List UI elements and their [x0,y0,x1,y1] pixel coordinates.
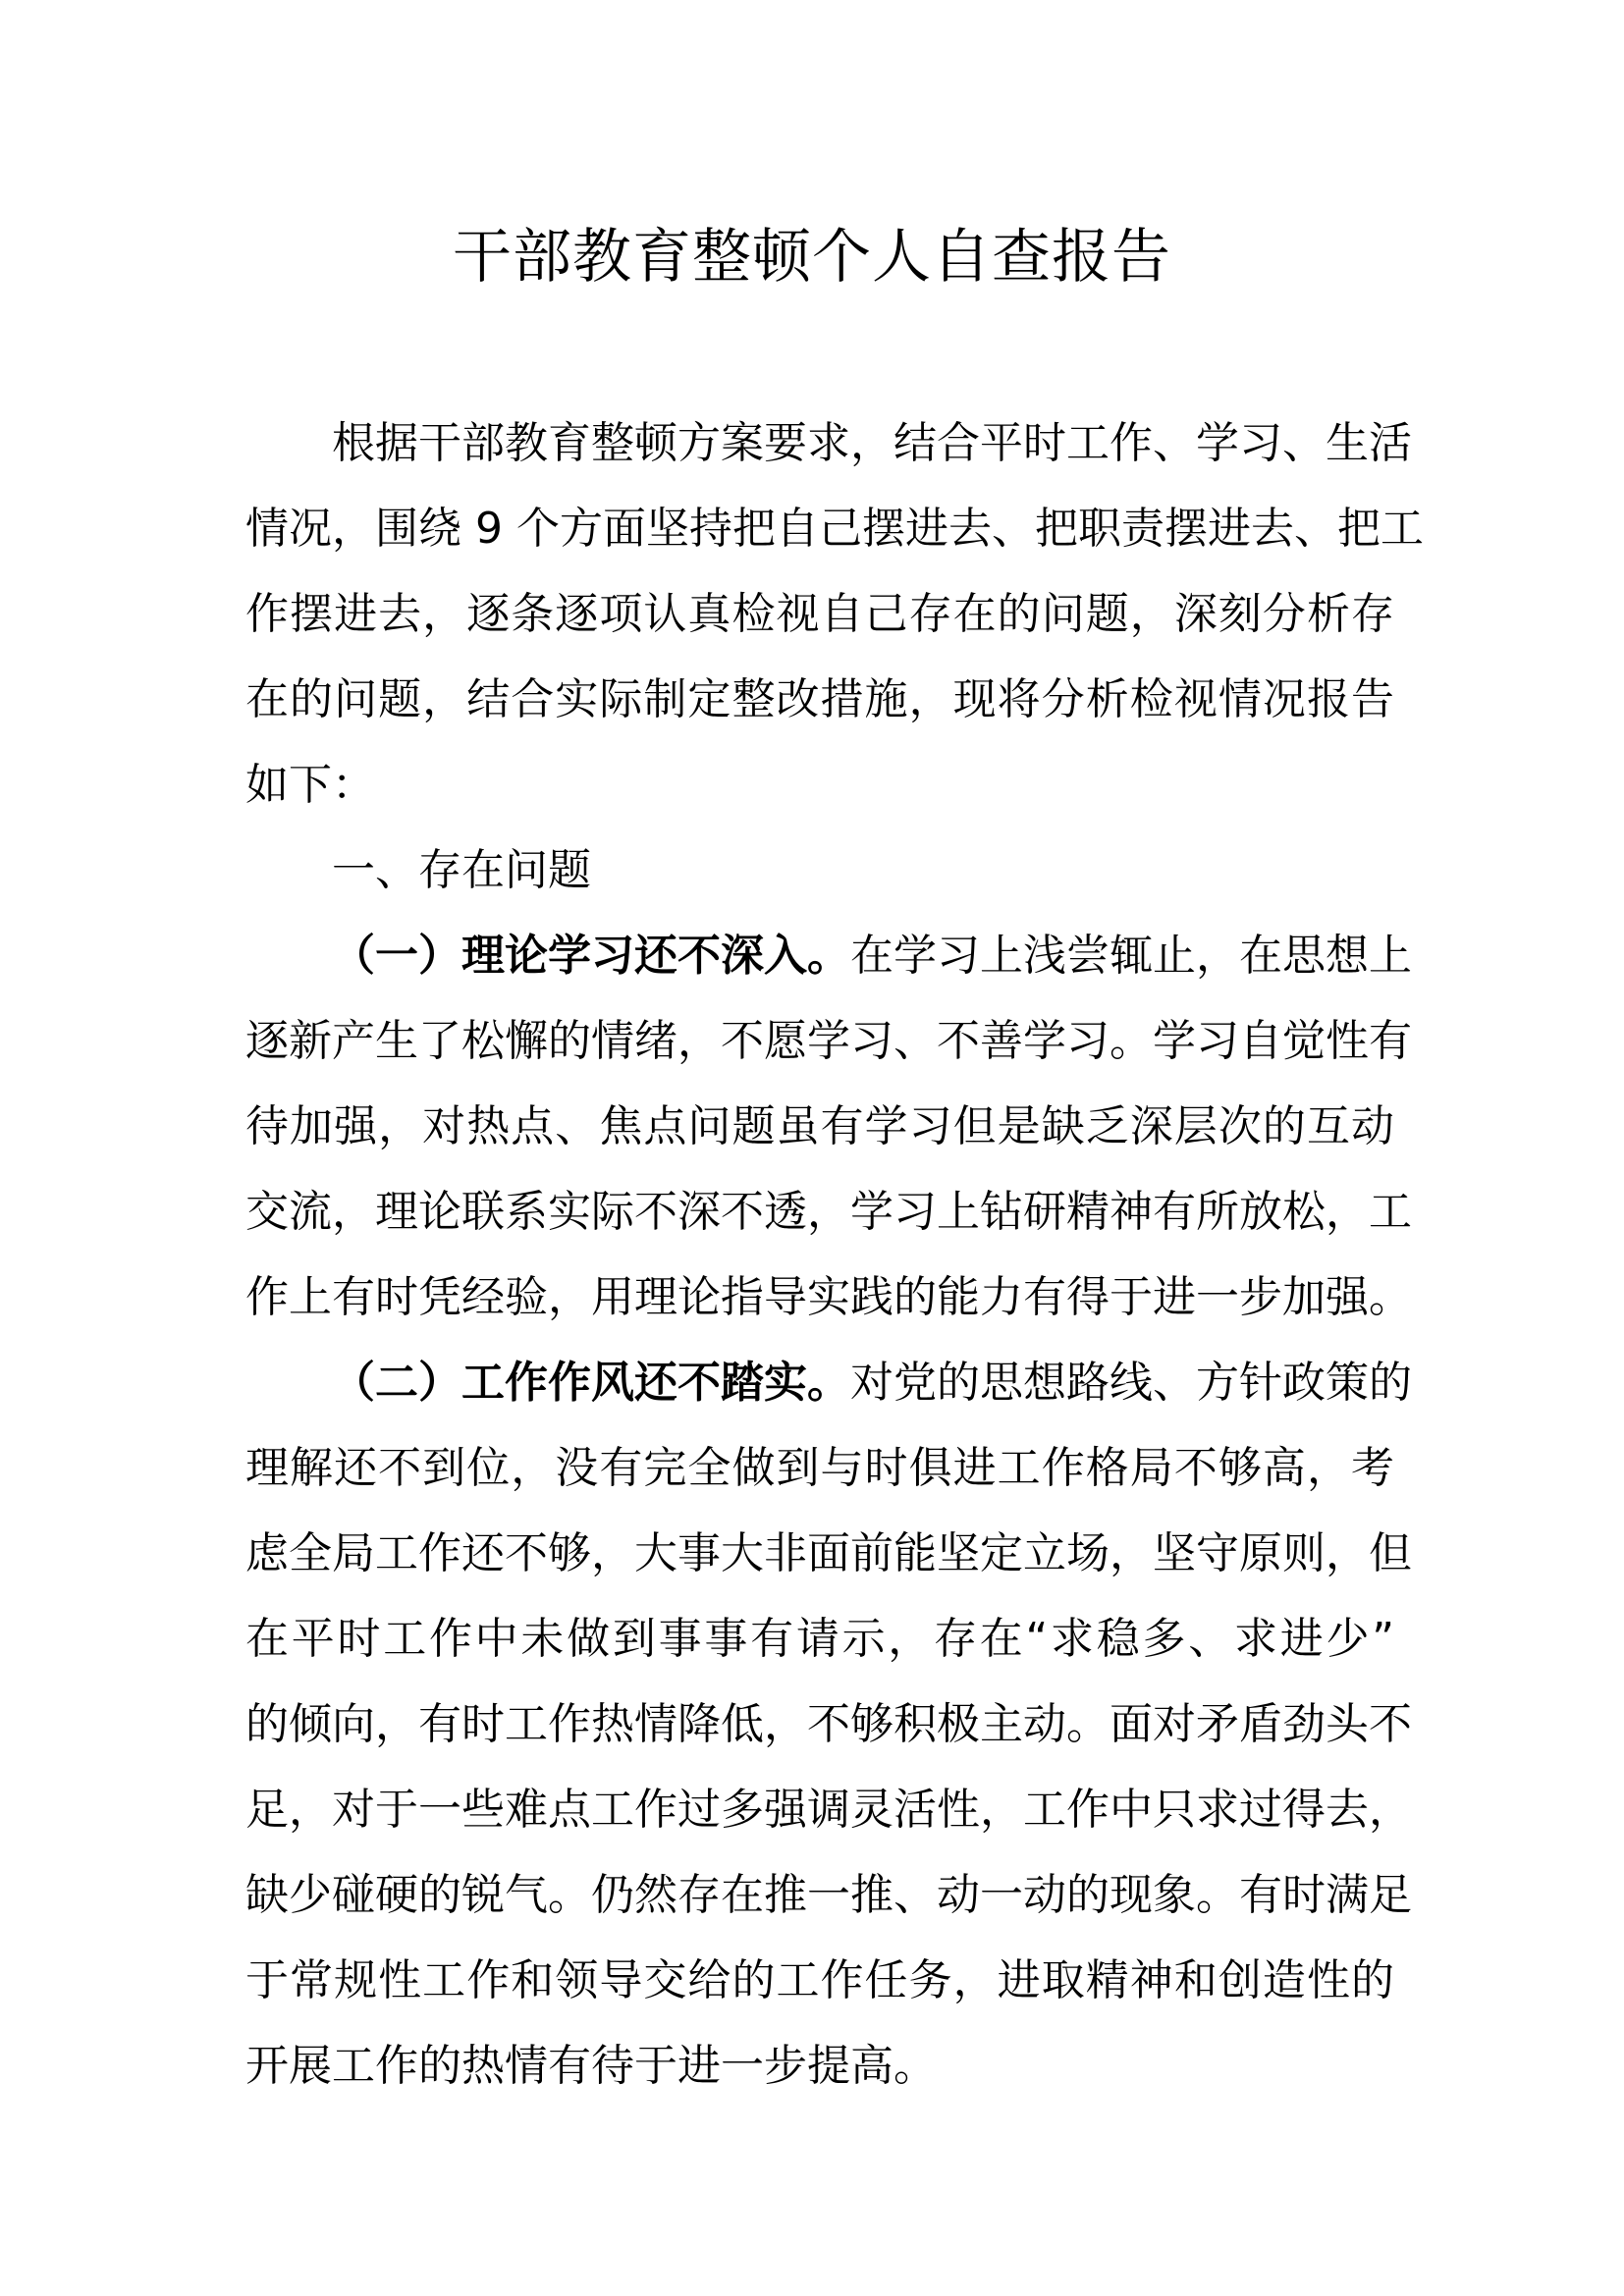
issue-text: 在学习上浅尝辄止，在思想上 [850,931,1412,981]
issue-text: 对党的思想路线、方针政策的 [850,1358,1412,1408]
paragraph-line: 虑全局工作还不够，大事大非面前能坚定立场，坚守原则，但 [245,1528,1412,1578]
paragraph-line: 交流，理论联系实际不深不透，学习上钻研精神有所放松，工 [245,1187,1412,1237]
paragraph-line: 逐新产生了松懈的情绪，不愿学习、不善学习。学习自觉性有 [245,1016,1412,1066]
paragraph-line: 在的问题，结合实际制定整改措施，现将分析检视情况报告 [245,674,1394,724]
paragraph-line: 根据干部教育整顿方案要求，结合平时工作、学习、生活 [332,418,1412,468]
paragraph-line: 缺少碰硬的锐气。仍然存在推一推、动一动的现象。有时满足 [245,1870,1412,1920]
paragraph-line: 开展工作的热情有待于进一步提高。 [245,2041,937,2091]
paragraph-line: 情况，围绕 9 个方面坚持把自己摆进去、把职责摆进去、把工 [245,504,1424,554]
document-body [245,400,1424,2109]
issue-paragraph-1 [245,913,1412,1340]
paragraph-line: 足，对于一些难点工作过多强调灵活性，工作中只求过得去， [245,1785,1412,1835]
issue-title: （二）工作作风还不踏实。 [332,1358,850,1408]
paragraph-line: 作摆进去，逐条逐项认真检视自己存在的问题，深刻分析存 [245,589,1394,639]
paragraph-line: 的倾向，有时工作热情降低，不够积极主动。面对矛盾劲头不 [245,1699,1412,1749]
intro-paragraph [245,400,1424,828]
paragraph-line: 在平时工作中未做到事事有请示，存在“求稳多、求进少” [245,1614,1394,1664]
paragraph-line: 作上有时凭经验，用理论指导实践的能力有得于进一步加强。 [245,1272,1412,1322]
paragraph-line [245,1340,1412,1425]
section-heading: 一、存在问题 [332,845,591,895]
document-title: 干部教育整顿个人自查报告 [453,223,1171,292]
issue-paragraph-2 [245,1340,1412,2109]
paragraph-line [245,913,1412,998]
issue-title: （一）理论学习还不深入。 [332,931,850,981]
paragraph-line: 如下： [245,760,375,810]
paragraph-line: 理解还不到位，没有完全做到与时俱进工作格局不够高，考 [245,1443,1394,1493]
paragraph-line: 待加强，对热点、焦点问题虽有学习但是缺乏深层次的互动 [245,1101,1394,1151]
paragraph-line: 于常规性工作和领导交给的工作任务，进取精神和创造性的 [245,1955,1394,2005]
